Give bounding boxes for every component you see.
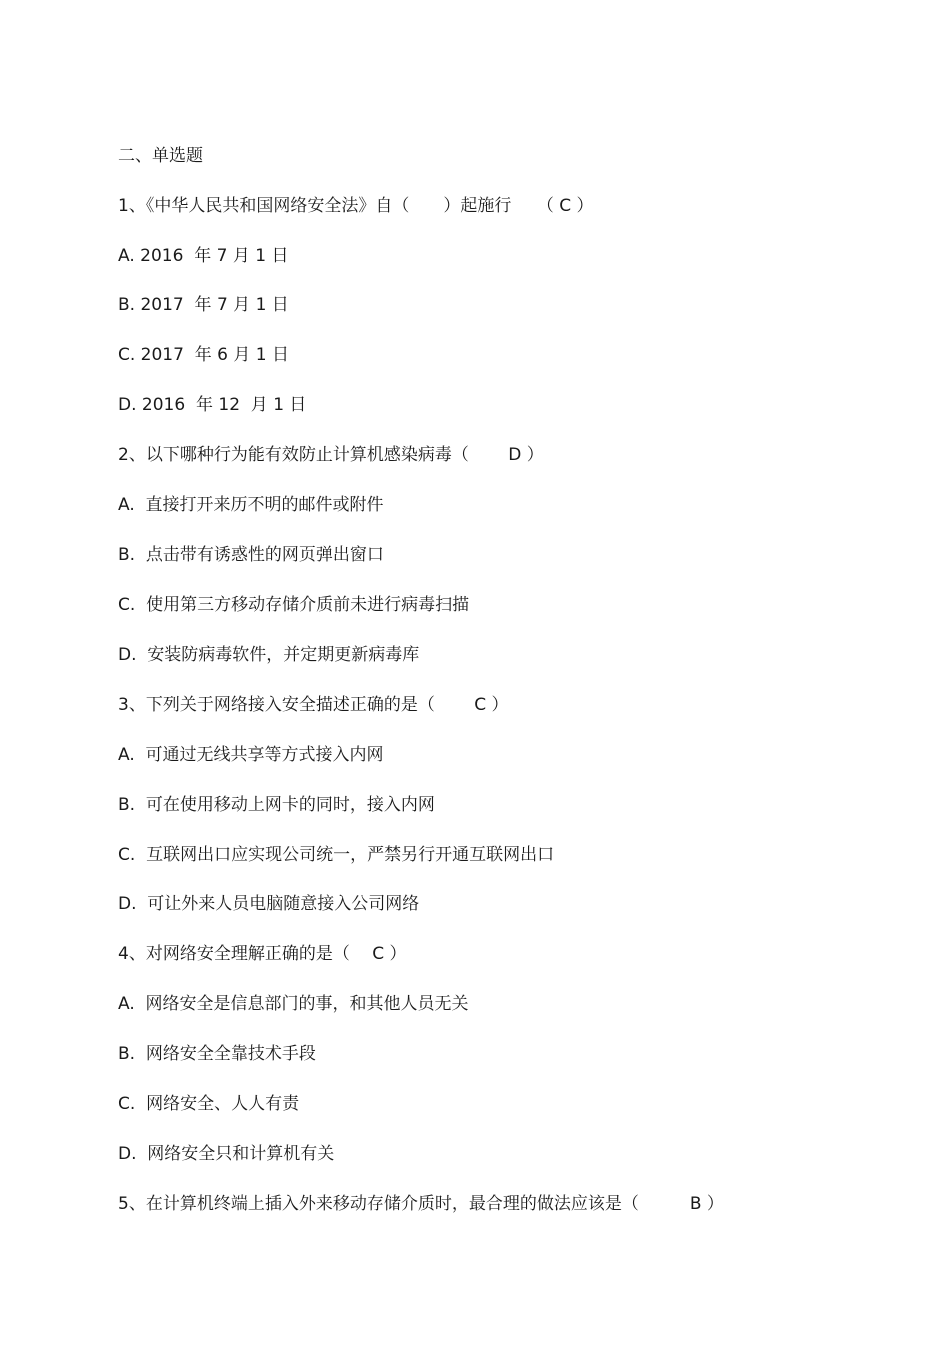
question-1-option-b: B. 2017 年 7 月 1 日 [118, 295, 289, 315]
question-4-option-c: C. 网络安全、人人有责 [118, 1094, 300, 1114]
question-3-stem: 3、下列关于网络接入安全描述正确的是（ C ） [118, 695, 509, 715]
question-3-option-a: A. 可通过无线共享等方式接入内网 [118, 745, 384, 765]
question-2-option-a: A. 直接打开来历不明的邮件或附件 [118, 495, 384, 515]
question-2-option-b: B. 点击带有诱惑性的网页弹出窗口 [118, 545, 384, 565]
question-2-stem: 2、以下哪种行为能有效防止计算机感染病毒（ D ） [118, 445, 544, 465]
question-2-option-c: C. 使用第三方移动存储介质前未进行病毒扫描 [118, 595, 470, 615]
question-4-stem: 4、对网络安全理解正确的是（ C ） [118, 944, 407, 964]
question-4-option-d: D. 网络安全只和计算机有关 [118, 1144, 335, 1164]
question-5-stem: 5、在计算机终端上插入外来移动存储介质时，最合理的做法应该是（ B ） [118, 1194, 724, 1214]
question-2-option-d: D. 安装防病毒软件，并定期更新病毒库 [118, 645, 420, 665]
question-4-option-a: A. 网络安全是信息部门的事，和其他人员无关 [118, 994, 469, 1014]
question-1-option-d: D. 2016 年 12 月 1 日 [118, 395, 307, 415]
question-3-option-c: C. 互联网出口应实现公司统一，严禁另行开通互联网出口 [118, 845, 555, 865]
section-title: 二、单选题 [118, 146, 203, 166]
question-3-option-d: D. 可让外来人员电脑随意接入公司网络 [118, 894, 420, 914]
question-1-option-a: A. 2016 年 7 月 1 日 [118, 246, 289, 266]
question-1-option-c: C. 2017 年 6 月 1 日 [118, 345, 289, 365]
question-3-option-b: B. 可在使用移动上网卡的同时，接入内网 [118, 795, 435, 815]
question-4-option-b: B. 网络安全全靠技术手段 [118, 1044, 316, 1064]
question-1-stem: 1、《中华人民共和国网络安全法》自（ ）起施行 （ C ） [118, 196, 594, 216]
